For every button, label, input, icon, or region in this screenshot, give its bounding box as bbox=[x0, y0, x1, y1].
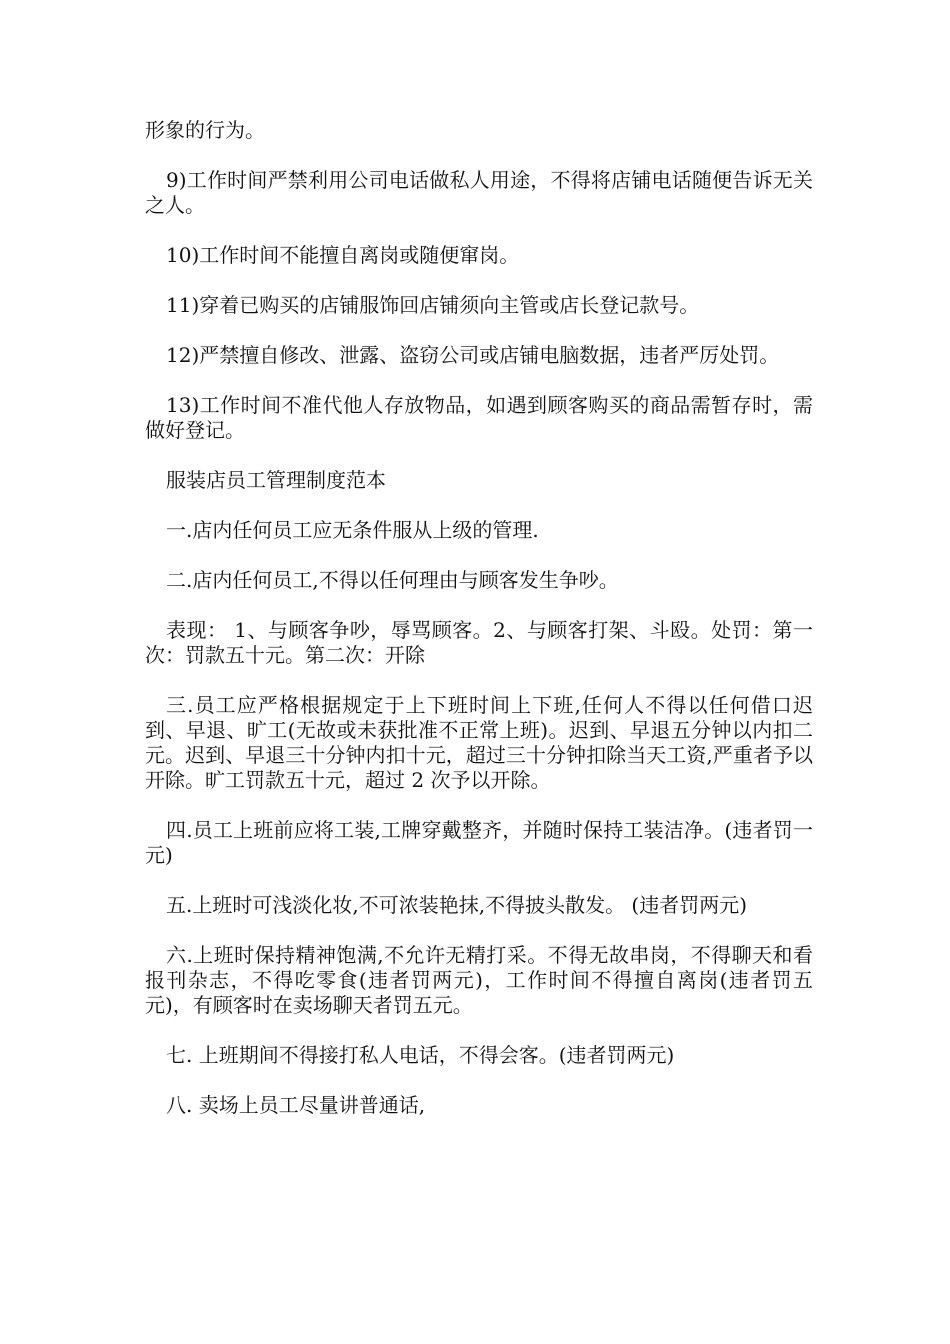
paragraph-penalty-detail: 表现： 1、与顾客争吵，辱骂顾客。2、与顾客打架、斗殴。处罚：第一次：罚款五十元。第二次：开除 bbox=[145, 618, 813, 667]
paragraph-rule-10: 10)工作时间不能擅自离岗或随便窜岗。 bbox=[166, 243, 520, 267]
paragraph-continuation: 形象的行为。 bbox=[145, 118, 265, 142]
paragraph-item-8: 八. 卖场上员工尽量讲普通话, bbox=[166, 1093, 426, 1117]
paragraph-item-1: 一.店内任何员工应无条件服从上级的管理. bbox=[166, 518, 539, 542]
paragraph-item-7: 七. 上班期间不得接打私人电话，不得会客。(违者罚两元) bbox=[166, 1043, 675, 1067]
paragraph-item-6: 六.上班时保持精神饱满,不允许无精打采。不得无故串岗，不得聊天和看报刊杂志，不得吃零食(违者罚两元)，工作时间不得擅自离岗(违者罚五元)，有顾客时在卖场聊天者罚五元。 bbox=[145, 943, 813, 1017]
document-body bbox=[145, 118, 813, 1143]
paragraph-rule-9: 9)工作时间严禁利用公司电话做私人用途，不得将店铺电话随便告诉无关之人。 bbox=[145, 168, 813, 217]
paragraph-item-3: 三.员工应严格根据规定于上下班时间上下班,任何人不得以任何借口迟到、早退、旷工(无故或未获批准不正常上班)。迟到、早退五分钟以内扣二元。迟到、早退三十分钟内扣十元，超过三十分钟扣除当天工资,严重者予以开除。旷工罚款五十元，超过 2 次予以开除。 bbox=[145, 693, 813, 792]
paragraph-item-5: 五.上班时可浅淡化妆,不可浓装艳抹,不得披头散发。 (违者罚两元) bbox=[166, 893, 748, 917]
section-heading: 服装店员工管理制度范本 bbox=[166, 468, 386, 492]
paragraph-rule-12: 12)严禁擅自修改、泄露、盗窃公司或店铺电脑数据，违者严厉处罚。 bbox=[166, 343, 780, 367]
paragraph-item-4: 四.员工上班前应将工装,工牌穿戴整齐，并随时保持工装洁净。(违者罚一元) bbox=[145, 818, 813, 867]
paragraph-item-2: 二.店内任何员工,不得以任何理由与顾客发生争吵。 bbox=[166, 568, 619, 592]
paragraph-rule-11: 11)穿着已购买的店铺服饰回店铺须向主管或店长登记款号。 bbox=[166, 293, 700, 317]
paragraph-rule-13: 13)工作时间不准代他人存放物品，如遇到顾客购买的商品需暂存时，需做好登记。 bbox=[145, 393, 813, 442]
